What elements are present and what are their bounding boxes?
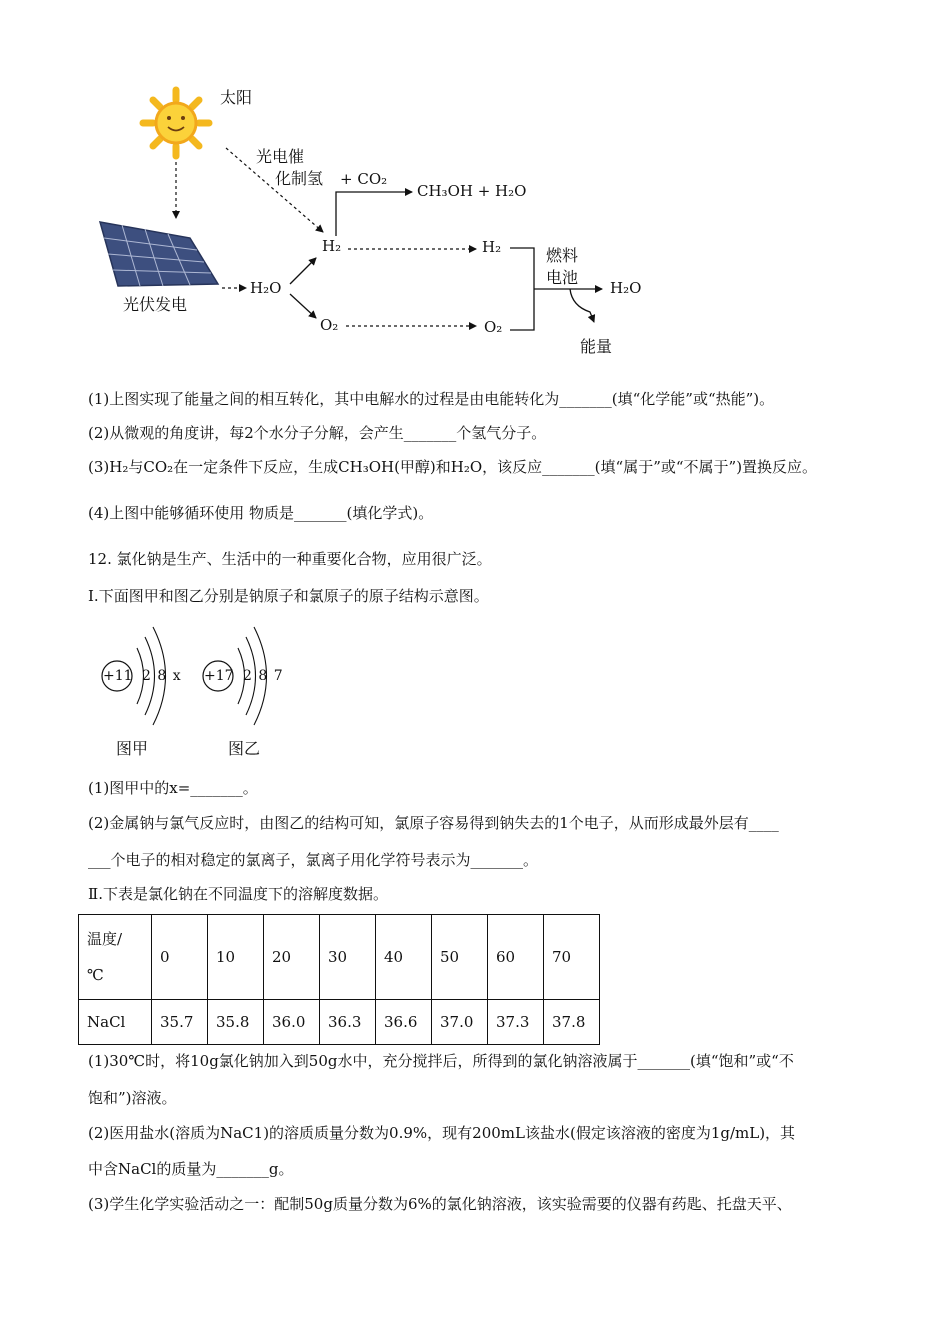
solubility-table (78, 914, 600, 1045)
table-header-label (79, 915, 152, 1000)
table-row (79, 915, 600, 1000)
table-cell: 70 (544, 915, 600, 1000)
cl-electrons: 2 8 7 (243, 668, 284, 684)
table-cell: 37.3 (488, 1000, 544, 1045)
table-cell: 36.6 (376, 1000, 432, 1045)
table-cell: 0 (152, 915, 208, 1000)
fuel-cell-label-1: 燃料 (546, 246, 579, 265)
q12-part1: Ⅰ.下面图甲和图乙分别是钠原子和氯原子的原子结构示意图。 (88, 587, 489, 605)
q12-sub1: (1)图甲中的x=_______。 (88, 779, 258, 797)
h2o-out-label: H₂O (610, 279, 642, 297)
temperature-label: 温度/ (87, 930, 123, 948)
o2-right-label: O₂ (484, 318, 503, 336)
table-cell: 40 (376, 915, 432, 1000)
table-cell: 37.8 (544, 1000, 600, 1045)
photocatalysis-label-2: 化制氢 (275, 169, 324, 188)
q11-sub1: (1)上图实现了能量之间的相互转化，其中电解水的过程是由电能转化为_______(填“化学能”或“热能”)。 (88, 390, 775, 408)
q12-title: 12. 氯化钠是生产、生活中的一种重要化合物，应用很广泛。 (88, 550, 492, 568)
energy-label: 能量 (580, 337, 613, 356)
table-cell: 36.3 (320, 1000, 376, 1045)
figure-a-caption: 图甲 (116, 739, 149, 758)
co2-label: + CO₂ (340, 170, 388, 188)
q11-sub2: (2)从微观的角度讲，每2个水分子分解，会产生_______个氢气分子。 (88, 424, 547, 442)
na-nucleus: +11 (103, 668, 133, 684)
q12-table-sub2-line2: 中含NaCl的质量为_______g。 (88, 1160, 294, 1178)
na-electrons: 2 8 x (142, 668, 182, 684)
q11-sub4: (4)上图中能够循环使用 物质是_______(填化学式)。 (88, 504, 434, 522)
table-cell: 37.0 (432, 1000, 488, 1045)
sun-icon (143, 90, 209, 156)
q12-table-sub1-line2: 饱和”)溶液。 (88, 1089, 177, 1107)
solar-panel-icon (100, 222, 218, 286)
table-row (79, 1000, 600, 1045)
table-cell: 35.8 (208, 1000, 264, 1045)
table-cell: 35.7 (152, 1000, 208, 1045)
table-cell: 30 (320, 915, 376, 1000)
h2-label: H₂ (322, 237, 342, 255)
table-cell: 50 (432, 915, 488, 1000)
figure-b-caption: 图乙 (228, 739, 261, 758)
temperature-unit: ℃ (87, 966, 104, 984)
h2o-label: H₂O (250, 279, 282, 297)
q12-sub2-line1: (2)金属钠与氯气反应时，由图乙的结构可知，氯原子容易得到钠失去的1个电子，从而形成最外层有____ (88, 814, 779, 832)
methanol-label: CH₃OH + H₂O (417, 182, 527, 200)
q11-sub3: (3)H₂与CO₂在一定条件下反应，生成CH₃OH(甲醇)和H₂O，该反应_______(填“属于”或“不属于”)置换反应。 (88, 458, 818, 476)
table-cell: 10 (208, 915, 264, 1000)
fuel-cell-label-2: 电池 (546, 268, 579, 287)
pv-label: 光伏发电 (123, 295, 188, 314)
table-cell: 36.0 (264, 1000, 320, 1045)
q12-part2: Ⅱ.下表是氯化钠在不同温度下的溶解度数据。 (88, 885, 388, 903)
q12-sub2-line2: ___个电子的相对稳定的氯离子，氯离子用化学符号表示为_______。 (88, 851, 539, 869)
q12-table-sub1-line1: (1)30℃时，将10g氯化钠加入到50g水中，充分搅拌后，所得到的氯化钠溶液属于_______(填“饱和”或“不 (88, 1052, 794, 1070)
q12-table-sub2-line1: (2)医用盐水(溶质为NaC1)的溶质质量分数为0.9%，现有200mL该盐水(假定该溶液的密度为1g/mL)，其 (88, 1124, 796, 1142)
q12-table-sub3: (3)学生化学实验活动之一：配制50g质量分数为6%的氯化钠溶液，该实验需要的仪器有药匙、托盘天平、 (88, 1195, 792, 1213)
h2-right-label: H₂ (482, 238, 502, 256)
table-cell: 20 (264, 915, 320, 1000)
o2-label: O₂ (320, 316, 339, 334)
sun-label: 太阳 (220, 88, 253, 107)
table-row-label: NaCl (79, 1000, 152, 1045)
photocatalysis-label-1: 光电催 (256, 147, 305, 166)
cl-nucleus: +17 (204, 668, 234, 684)
table-cell: 60 (488, 915, 544, 1000)
